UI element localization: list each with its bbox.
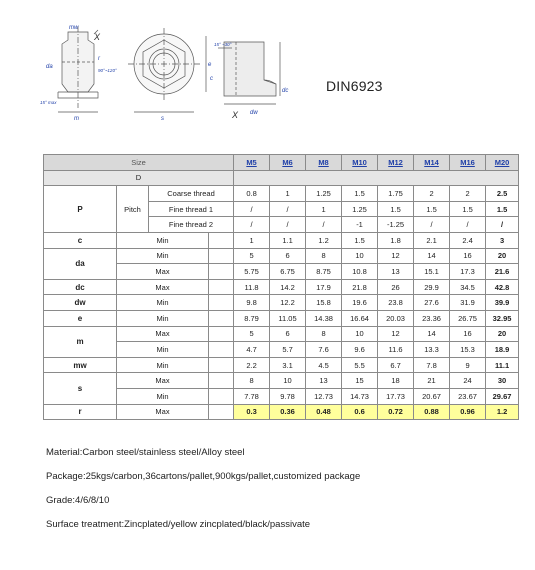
- value-cell: 39.9: [486, 295, 519, 311]
- value-cell: 32.95: [486, 310, 519, 326]
- spacer-cell: [209, 388, 234, 404]
- value-cell: 10.8: [342, 264, 378, 280]
- size-m6[interactable]: M6: [270, 155, 306, 171]
- value-cell: 9.78: [270, 388, 306, 404]
- value-cell: 0.96: [450, 404, 486, 420]
- value-cell: 11.05: [270, 310, 306, 326]
- spacer-cell: [209, 404, 234, 420]
- value-cell: 1.5: [450, 201, 486, 217]
- spacer-cell: [209, 264, 234, 280]
- value-cell: 21.6: [486, 264, 519, 280]
- d-row: [44, 170, 519, 186]
- value-cell: 12: [378, 248, 414, 264]
- tolerance-label: Min: [117, 232, 209, 248]
- value-cell: 14: [414, 326, 450, 342]
- value-cell: 20: [486, 248, 519, 264]
- value-cell: 13.3: [414, 342, 450, 358]
- value-cell: 1.5: [486, 201, 519, 217]
- param-label: mw: [44, 357, 117, 373]
- size-m20[interactable]: M20: [486, 155, 519, 171]
- value-cell: 34.5: [450, 279, 486, 295]
- value-cell: /: [450, 217, 486, 233]
- value-cell: 9: [450, 357, 486, 373]
- value-cell: 0.88: [414, 404, 450, 420]
- value-cell: 6.7: [378, 357, 414, 373]
- d-label: D: [44, 170, 234, 186]
- size-m5[interactable]: M5: [234, 155, 270, 171]
- spacer-cell: [209, 248, 234, 264]
- tolerance-label: Max: [117, 326, 209, 342]
- tolerance-label: Max: [117, 404, 209, 420]
- value-cell: -1.25: [378, 217, 414, 233]
- value-cell: /: [414, 217, 450, 233]
- value-cell: 11.1: [486, 357, 519, 373]
- drawing-label-s: s: [161, 116, 164, 122]
- value-cell: 4.5: [306, 357, 342, 373]
- value-cell: 10: [342, 248, 378, 264]
- value-cell: 2.5: [486, 186, 519, 202]
- spacer-cell: [209, 310, 234, 326]
- value-cell: 1.5: [342, 232, 378, 248]
- thread-type-label: Fine thread 1: [149, 201, 234, 217]
- thread-type-label: Fine thread 2: [149, 217, 234, 233]
- table-row: [44, 373, 519, 389]
- drawing-label-x-top: X: [94, 32, 101, 42]
- d-blank: [234, 170, 519, 186]
- value-cell: 18: [378, 373, 414, 389]
- value-cell: /: [270, 201, 306, 217]
- value-cell: 15.8: [306, 295, 342, 311]
- product-notes: [46, 446, 360, 542]
- value-cell: /: [270, 217, 306, 233]
- value-cell: 11.8: [234, 279, 270, 295]
- drawing-label-dc: dc: [282, 88, 289, 94]
- value-cell: 8: [234, 373, 270, 389]
- value-cell: 12.2: [270, 295, 306, 311]
- value-cell: 11.6: [378, 342, 414, 358]
- value-cell: 6: [270, 248, 306, 264]
- value-cell: 17.73: [378, 388, 414, 404]
- spacer-cell: [209, 373, 234, 389]
- param-label: e: [44, 310, 117, 326]
- value-cell: 20.03: [378, 310, 414, 326]
- spec-table: [43, 154, 519, 420]
- size-m14[interactable]: M14: [414, 155, 450, 171]
- value-cell: 23.67: [450, 388, 486, 404]
- drawing-label-mw: mw: [69, 25, 79, 31]
- value-cell: 13: [306, 373, 342, 389]
- size-m8[interactable]: M8: [306, 155, 342, 171]
- value-cell: 2.4: [450, 232, 486, 248]
- drawing-label-e: e: [208, 62, 212, 68]
- value-cell: 1: [234, 232, 270, 248]
- value-cell: 1.25: [306, 186, 342, 202]
- drawing-label-angle-90: 90°~120°: [98, 68, 117, 73]
- value-cell: 20.67: [414, 388, 450, 404]
- spacer-cell: [209, 342, 234, 358]
- value-cell: 31.9: [450, 295, 486, 311]
- value-cell: 8.79: [234, 310, 270, 326]
- value-cell: 30: [486, 373, 519, 389]
- value-cell: 2: [450, 186, 486, 202]
- param-label: s: [44, 373, 117, 404]
- value-cell: 5.75: [234, 264, 270, 280]
- value-cell: 23.36: [414, 310, 450, 326]
- value-cell: 0.36: [270, 404, 306, 420]
- param-label: c: [44, 232, 117, 248]
- value-cell: 29.9: [414, 279, 450, 295]
- drawing-label-da: da: [46, 64, 53, 70]
- standard-title: DIN6923: [326, 78, 383, 94]
- table-row: [44, 404, 519, 420]
- param-label: da: [44, 248, 117, 279]
- value-cell: 0.8: [234, 186, 270, 202]
- size-m10[interactable]: M10: [342, 155, 378, 171]
- value-cell: 27.6: [414, 295, 450, 311]
- value-cell: 5.5: [342, 357, 378, 373]
- drawing-label-angle-left: 15° max: [40, 100, 57, 105]
- size-header: Size: [44, 155, 234, 171]
- size-m12[interactable]: M12: [378, 155, 414, 171]
- table-row: [44, 186, 519, 202]
- value-cell: 1.25: [342, 201, 378, 217]
- value-cell: 8: [306, 248, 342, 264]
- spacer-cell: [209, 326, 234, 342]
- spacer-cell: [209, 295, 234, 311]
- table-row: [44, 310, 519, 326]
- tolerance-label: Min: [117, 388, 209, 404]
- table-row: [44, 232, 519, 248]
- value-cell: 2.1: [414, 232, 450, 248]
- value-cell: 5.7: [270, 342, 306, 358]
- value-cell: 7.6: [306, 342, 342, 358]
- value-cell: 7.8: [414, 357, 450, 373]
- value-cell: 13: [378, 264, 414, 280]
- value-cell: 9.8: [234, 295, 270, 311]
- value-cell: 14.73: [342, 388, 378, 404]
- value-cell: 0.6: [342, 404, 378, 420]
- spacer-cell: [209, 357, 234, 373]
- drawing-label-dw: dw: [250, 110, 258, 116]
- value-cell: 1.2: [306, 232, 342, 248]
- size-m16[interactable]: M16: [450, 155, 486, 171]
- value-cell: 26.75: [450, 310, 486, 326]
- value-cell: 1.75: [378, 186, 414, 202]
- tolerance-label: Min: [117, 248, 209, 264]
- tolerance-label: Max: [117, 264, 209, 280]
- tolerance-label: Min: [117, 342, 209, 358]
- value-cell: 8: [306, 326, 342, 342]
- value-cell: 1.1: [270, 232, 306, 248]
- table-row: [44, 279, 519, 295]
- drawing-label-m: m: [74, 116, 79, 122]
- value-cell: 10: [342, 326, 378, 342]
- value-cell: 15.3: [450, 342, 486, 358]
- value-cell: 24: [450, 373, 486, 389]
- thread-type-label: Coarse thread: [149, 186, 234, 202]
- value-cell: 16: [450, 248, 486, 264]
- value-cell: 1.2: [486, 404, 519, 420]
- package-note: Package:25kgs/carbon,36cartons/pallet,900kgs/pallet,customized package: [46, 471, 361, 482]
- value-cell: 6: [270, 326, 306, 342]
- value-cell: 42.8: [486, 279, 519, 295]
- value-cell: 23.8: [378, 295, 414, 311]
- value-cell: 1.8: [378, 232, 414, 248]
- drawing-label-x-bottom: X: [232, 110, 239, 120]
- value-cell: 14.38: [306, 310, 342, 326]
- value-cell: 16: [450, 326, 486, 342]
- value-cell: 12.73: [306, 388, 342, 404]
- value-cell: 8.75: [306, 264, 342, 280]
- value-cell: /: [306, 217, 342, 233]
- value-cell: 0.48: [306, 404, 342, 420]
- value-cell: 15: [342, 373, 378, 389]
- table-row: [44, 357, 519, 373]
- tolerance-label: Min: [117, 310, 209, 326]
- value-cell: 20: [486, 326, 519, 342]
- value-cell: 4.7: [234, 342, 270, 358]
- value-cell: 21: [414, 373, 450, 389]
- pitch-label: Pitch: [117, 186, 149, 233]
- header-row: [44, 155, 519, 171]
- param-label: dc: [44, 279, 117, 295]
- value-cell: 12: [378, 326, 414, 342]
- value-cell: 14: [414, 248, 450, 264]
- value-cell: 7.78: [234, 388, 270, 404]
- table-row: [44, 326, 519, 342]
- value-cell: 2.2: [234, 357, 270, 373]
- value-cell: 16.64: [342, 310, 378, 326]
- value-cell: 1.5: [378, 201, 414, 217]
- value-cell: 2: [414, 186, 450, 202]
- value-cell: 9.6: [342, 342, 378, 358]
- drawing-label-r: r: [98, 56, 100, 62]
- value-cell: -1: [342, 217, 378, 233]
- value-cell: 19.6: [342, 295, 378, 311]
- value-cell: 17.9: [306, 279, 342, 295]
- value-cell: 5: [234, 326, 270, 342]
- value-cell: 3.1: [270, 357, 306, 373]
- value-cell: 1: [306, 201, 342, 217]
- value-cell: 1.5: [342, 186, 378, 202]
- value-cell: /: [234, 217, 270, 233]
- value-cell: 1: [270, 186, 306, 202]
- value-cell: 5: [234, 248, 270, 264]
- drawing-label-c: c: [210, 76, 213, 82]
- param-label: dw: [44, 295, 117, 311]
- surface-note: Surface treatment:Zincplated/yellow zincplated/black/passivate: [46, 519, 311, 530]
- value-cell: 3: [486, 232, 519, 248]
- value-cell: 18.9: [486, 342, 519, 358]
- value-cell: 17.3: [450, 264, 486, 280]
- material-note: Material:Carbon steel/stainless steel/Alloy steel: [46, 447, 245, 458]
- tolerance-label: Min: [117, 295, 209, 311]
- tolerance-label: Max: [117, 279, 209, 295]
- value-cell: 21.8: [342, 279, 378, 295]
- spacer-cell: [209, 279, 234, 295]
- spacer-cell: [209, 232, 234, 248]
- value-cell: /: [234, 201, 270, 217]
- value-cell: 10: [270, 373, 306, 389]
- value-cell: 0.3: [234, 404, 270, 420]
- tolerance-label: Max: [117, 373, 209, 389]
- value-cell: 14.2: [270, 279, 306, 295]
- tolerance-label: Min: [117, 357, 209, 373]
- param-label: r: [44, 404, 117, 420]
- value-cell: 29.67: [486, 388, 519, 404]
- drawing-label-angle-top: 15° ~30°: [214, 42, 232, 47]
- value-cell: 6.75: [270, 264, 306, 280]
- value-cell: 15.1: [414, 264, 450, 280]
- value-cell: 26: [378, 279, 414, 295]
- table-row: [44, 295, 519, 311]
- value-cell: 0.72: [378, 404, 414, 420]
- param-label: m: [44, 326, 117, 357]
- value-cell: 1.5: [414, 201, 450, 217]
- param-label: P: [44, 186, 117, 233]
- nut-technical-drawing: [36, 22, 289, 132]
- grade-note: Grade:4/6/8/10: [46, 495, 110, 506]
- table-row: [44, 248, 519, 264]
- value-cell: /: [486, 217, 519, 233]
